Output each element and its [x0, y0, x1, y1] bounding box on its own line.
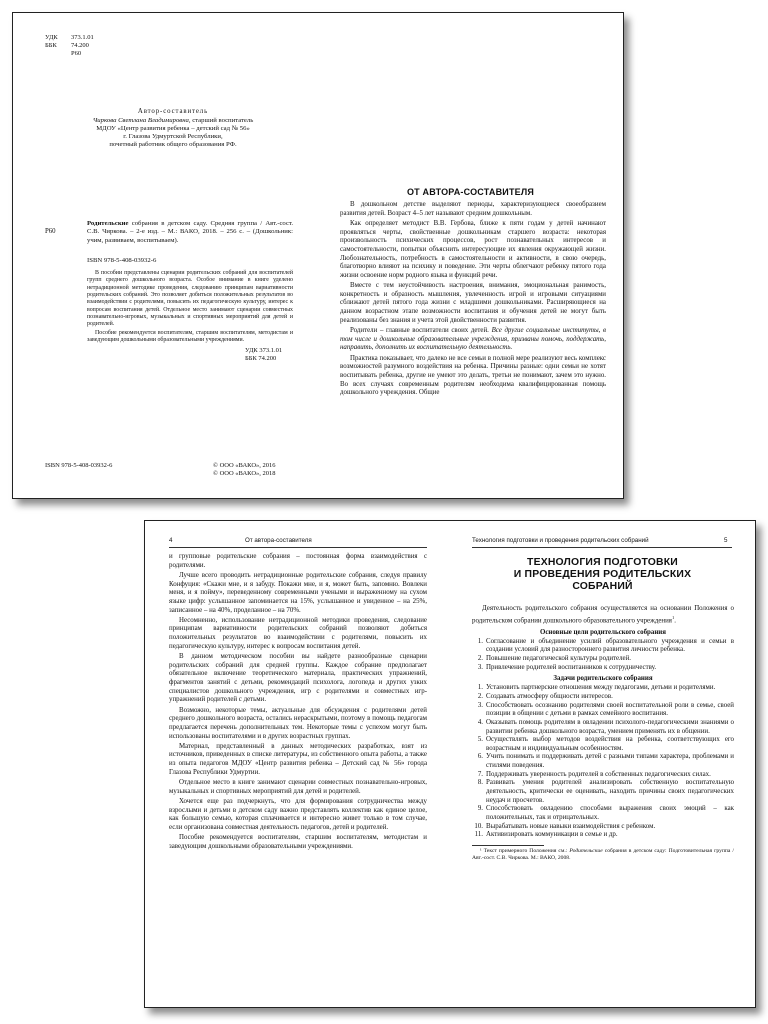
goal-item	[472, 638, 734, 655]
intro-text: Деятельность родительского собрания осуществляется на основании Положения о родительском собрании дошкольного образовательного учреждения	[472, 605, 734, 624]
list-text: Оказывать помощь родителям в овладении психолого-педагогическими знаниями о развитии ребенка дошкольного возраста, умением применять их в общении.	[486, 718, 734, 735]
author-line: старший воспитатель	[192, 117, 254, 124]
classification-value: 74.200	[71, 42, 89, 49]
classification-value: Р60	[71, 50, 82, 57]
paragraph: Как определяет методист В.В. Гербова, ближе к пяти годам у детей начинают проявляться черты, свойственные дошкольникам старшего возраста: некоторая произвольность психических процессов, рост познавательных интересов и самостоятельности, попытки объяснить интересующие их явления окружающей жизни. Любознательность, потребность в самостоятельности и активности, в свою очередь, благотворно влияют на психику и поведение. Эти черты облегчают ребенку пятого года жизни освоение норм родного языка и функций речи.	[340, 219, 606, 279]
footnote-ref: 1	[671, 614, 675, 620]
udk-code: УДК 373.1.01	[245, 347, 283, 354]
classification-row	[45, 50, 165, 58]
page-number: 4	[169, 537, 173, 544]
goals-list	[472, 638, 734, 673]
chapter-title-line: И ПРОВЕДЕНИЯ РОДИТЕЛЬСКИХ	[513, 568, 692, 580]
author-line: г. Глазова Удмуртской Республики,	[123, 133, 223, 141]
chapter-title-line: СОБРАНИЙ	[572, 580, 633, 592]
classification-codes	[45, 34, 165, 58]
page-4-text	[169, 553, 427, 853]
list-text: Учить понимать и поддерживать детей с разными типами характера, проблемами и стилями поведения.	[486, 753, 734, 770]
copyright-line: © ООО «ВАКО», 2016	[213, 462, 276, 469]
classification-row	[45, 34, 165, 42]
chapter-title	[450, 557, 755, 592]
paragraph: Отдельное место в книге занимают сценарии совместных познавательно-игровых, музыкальных и спортивных мероприятий для детей и родителей.	[169, 778, 427, 795]
goals-heading: Основные цели родительского собрания	[540, 628, 666, 636]
paragraph: Материал, представленный в данных методических разработках, взят из источников, приведенных в списке литературы, из собственного опыта работы, а также из опыта педагогов МДОУ «Центр развития ребенка – Детский сад № 56» города Глазова Республики Удмуртии.	[169, 742, 427, 776]
paragraph	[340, 327, 606, 353]
author-heading: Автор-составитель	[137, 108, 209, 115]
foreword-page	[318, 13, 623, 498]
isbn-footer: ISBN 978-5-408-03932-6	[45, 462, 113, 469]
list-number: 9.	[477, 805, 483, 813]
list-text: Способствовать осознанию родителями своей воспитательной роли в семье, своей позиции в общении с детьми в рамках семейного воспитания.	[486, 701, 734, 718]
list-number: 3.	[477, 663, 483, 671]
author-line: МДОУ «Центр развития ребенка – детский сад № 56»	[96, 125, 250, 133]
classification-value: 373.1.01	[71, 34, 94, 41]
list-number: 4.	[477, 718, 483, 726]
paragraph-lead: Родители – главные воспитатели своих детей.	[350, 326, 492, 334]
list-text: Поддерживать уверенность родителей в собственных педагогических силах.	[486, 770, 711, 778]
list-number: 10.	[474, 822, 483, 830]
list-number: 3.	[477, 701, 483, 709]
task-item	[472, 702, 734, 719]
copyright-line: © ООО «ВАКО», 2018	[213, 470, 276, 477]
list-text: Вырабатывать новые навыки взаимодействия с ребенком.	[486, 822, 656, 830]
classification-codes-repeat	[245, 347, 282, 363]
list-number: 1.	[477, 637, 483, 645]
classification-row	[45, 42, 165, 50]
bbk-code: ББК 74.200	[245, 355, 277, 362]
list-text: Согласование и объединение усилий образовательного учреждения и семьи в создании условий для разностороннего развития личности ребенка.	[486, 637, 734, 654]
task-item	[472, 736, 734, 753]
task-item	[472, 684, 734, 693]
imprint-page	[13, 13, 318, 498]
isbn-line: ISBN 978-5-408-03932-6	[87, 257, 157, 264]
header-rule	[472, 547, 732, 548]
task-item	[472, 823, 734, 832]
paragraph: Пособие рекомендуется воспитателям, старшим воспитателям, методистам и заведующим дошкольными образовательными учреждениями.	[169, 834, 427, 850]
paragraph: Несомненно, использование нетрадиционной методики проведения, следование принципам вариативности родительских собраний позволяют добиться положительных результатов во взаимодействии с родителями, повысить их педагогическую культуру, интерес к вопросам воспитания детей.	[169, 616, 427, 650]
author-name: Чиркова Светлана Владимировна,	[92, 117, 191, 124]
list-number: 5.	[477, 736, 483, 744]
paragraph: Лучше всего проводить нетрадиционные родительские собрания, следуя правилу Конфуция: «Скажи мне, и я забуду. Покажи мне, и я, может быть, запомню. Вовлеки меня, и я пойму», переведенному современными учеными и выраженному на сухом языке цифр: услышанное запоминается на 15%, услышанное и увиденное – на 25%, записанное – на 40%, проделанное – на 70%.	[169, 571, 427, 614]
goal-item	[472, 664, 734, 673]
goal-item	[472, 655, 734, 664]
intro-paragraph: Деятельность родительского собрания осуществляется на основании Положения о родительском собрании дошкольного образовательного учреждения$^1$.	[472, 605, 734, 624]
page-5	[450, 521, 755, 1007]
paragraph-italic: Все другие социальные институты, в том числе и дошкольные образовательные учреждения, призваны помочь, поддержать, направить, дополнить их воспитательную деятельность.	[340, 326, 606, 352]
paragraph: В данном методическом пособии вы найдете разнообразные сценарии родительских собраний для средней группы. Каждое собрание предполагает обязательное включение теоретического материала, практических упражнений, фрагментов занятий с детьми, рекомендаций психолога, логопеда и других узких специалистов дошкольного учреждения, игр с родителями и совместных игр-упражнений родителей с детьми.	[169, 653, 427, 704]
annotation	[87, 270, 293, 345]
paragraph: Хочется еще раз подчеркнуть, что для формирования сотрудничества между взрослыми и детьми в детском саду важно представлять коллектив как единое целое, как большую семью, которая сплачивается и интересно живет только в том случае, если организована совместная деятельность педагогов, детей и родителей.	[169, 797, 427, 831]
foreword-text	[340, 201, 606, 399]
list-text: Активизировать коммуникации в семье и др.	[486, 831, 618, 839]
list-number: 1.	[477, 684, 483, 692]
page-number: 5	[724, 537, 728, 544]
list-text: Осуществлять выбор методов воздействия на ребенка, соответствующих его возрастным и индивидуальным особенностям.	[486, 736, 734, 752]
task-item	[472, 805, 734, 822]
footnote-lead: ¹ Текст примерного Положения см.:	[480, 848, 570, 855]
paragraph: В дошкольном детстве выделяют периоды, характеризующиеся своеобразием развития детей. Возраст 4–5 лет называют средним дошкольным.	[340, 201, 606, 217]
footnote	[472, 848, 734, 862]
bibliographic-description	[87, 220, 293, 245]
paragraph: Возможно, некоторые темы, актуальные для обсуждения с родителями детей среднего дошкольного возраста, остались нераскрытыми, поэтому в помощь педагогам предлагается перечень дополнительных тем. Некоторые темы с успехом могут быть использованы воспитателями и в других возрастных группах.	[169, 706, 427, 740]
list-text: Установить партнерские отношения между педагогами, детьми и родителями.	[486, 684, 716, 692]
classification-key: ББК	[45, 42, 57, 49]
classification-key: УДК	[45, 34, 58, 41]
section-title: ОТ АВТОРА-СОСТАВИТЕЛЯ	[406, 187, 535, 197]
task-item	[472, 779, 734, 805]
list-number: 11.	[474, 831, 483, 839]
book-description-text: собрания в детском саду. Средняя группа / Авт.-сост. С.В. Чиркова. – 2-е изд. – М.: ВАКО, 2018. – 256 с. – (Дошкольник: учим, развиваем, воспитываем).	[87, 220, 293, 244]
task-item	[472, 753, 734, 770]
task-item	[472, 693, 734, 702]
task-item	[472, 771, 734, 780]
paragraph: и групповые родительские собрания – постоянная форма взаимодействия с родителями.	[169, 553, 427, 569]
list-number: 7.	[477, 770, 483, 778]
footnote-italic: Родительские	[569, 848, 603, 855]
classification-key	[45, 50, 71, 58]
tasks-list	[472, 684, 734, 840]
running-head: Технология подготовки и проведения родительских собраний	[472, 537, 649, 544]
top-book-spread	[12, 12, 624, 499]
header-rule	[169, 547, 427, 548]
book-title: Родительские	[87, 220, 129, 227]
list-text: Создавать атмосферу общности интересов.	[486, 692, 613, 700]
annotation-paragraph: В пособии представлены сценарии родительских собраний для воспитателей групп среднего дошкольного возраста. Особое внимание в книге уделено нетрадиционной методике проведения, следованию принципам вариативности родительских собраний. Это позволяет добиться положительных результатов во взаимодействии с родителями, повысить их педагогическую культуру, интерес к вопросам воспитания детей. Отдельное место занимают сценарии совместных познавательно-игровых, музыкальных и спортивных мероприятий для детей и родителей.	[87, 270, 293, 328]
tasks-heading: Задачи родительского собрания	[553, 675, 653, 683]
paragraph: Практика показывает, что далеко не все семьи в полной мере реализуют весь комплекс возможностей разумного воздействия на ребенка. Причины разные: одни семьи не хотят воспитывать ребенка, другие не умеют это делать, третьи не понимают, зачем это нужно. Во всех случаях современным родителям необходима квалифицированная помощь дошкольного учреждения. Общие	[340, 354, 606, 397]
list-text: Привлечение родителей воспитанников к сотрудничеству.	[486, 663, 657, 671]
task-item	[472, 719, 734, 736]
paragraph: Вместе с тем неустойчивость настроения, внимания, эмоциональная ранимость, конкретность и образность мышления, увлеченность игрой и игровыми ситуациями сближают детей пятого года жизни с младшими дошкольниками. Расширяющиеся на данном возрастном этапе возможности воспитания и обучения детей не могут быть реализованы без знания и учета этой двойственности развития.	[340, 282, 606, 324]
footnote-rest: собрания в детском саду: Подготовительная группа / Авт.-сост. С.В. Чиркова. М.: ВАКО, 2008.	[472, 848, 734, 862]
list-text: Повышение педагогической культуры родителей.	[486, 654, 632, 662]
bottom-book-spread	[144, 520, 756, 1008]
chapter-title-line: ТЕХНОЛОГИЯ ПОДГОТОВКИ	[527, 557, 678, 568]
author-info	[53, 117, 293, 149]
list-number: 2.	[477, 654, 483, 662]
list-text: Способствовать овладению способами выражения своих эмоций – как положительных, так и отрицательных.	[486, 805, 734, 822]
list-number: 2.	[477, 692, 483, 700]
task-item	[472, 831, 734, 840]
author-line: почетный работник общего образования РФ.	[109, 141, 237, 149]
list-text: Развивать умения родителей анализировать собственную воспитательную деятельность, критически ее оценивать, находить причины своих педагогических неудач и просчетов.	[486, 779, 734, 804]
list-number: 8.	[477, 779, 483, 787]
running-head: От автора-составителя	[245, 537, 312, 544]
footnote-rule	[472, 845, 544, 846]
list-number: 6.	[477, 753, 483, 761]
annotation-paragraph: Пособие рекомендуется воспитателям, старшим воспитателям, методистам и заведующим дошкольными образовательными учреждениями.	[87, 329, 293, 344]
copyright	[213, 462, 276, 478]
page-4	[145, 521, 450, 1007]
author-mark: Р60	[45, 228, 56, 235]
page-5-text	[472, 605, 734, 862]
